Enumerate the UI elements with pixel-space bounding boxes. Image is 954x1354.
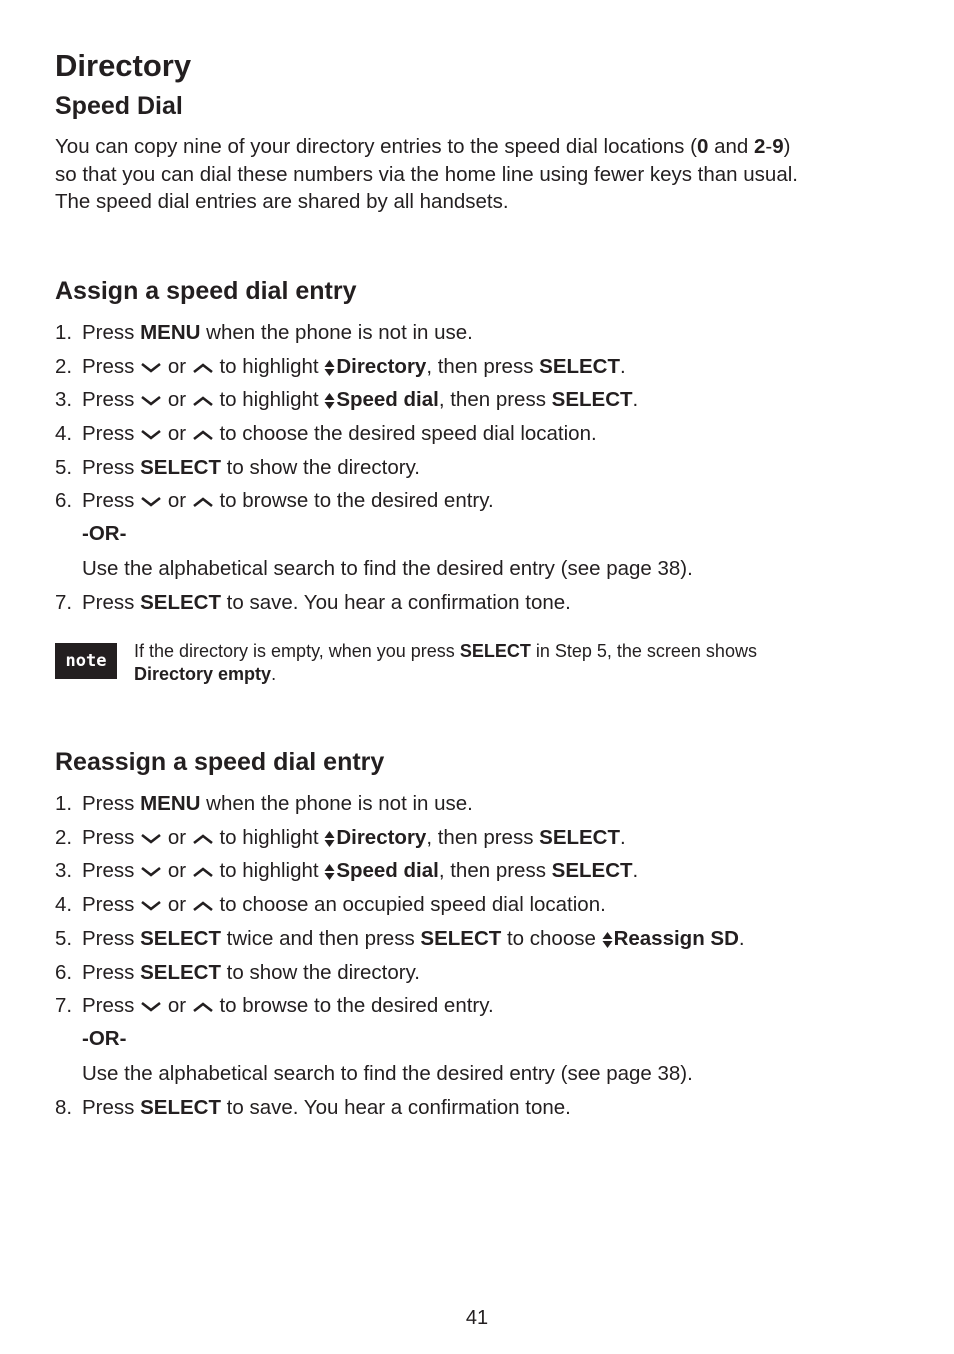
list-item: 1. Press MENU when the phone is not in use.: [55, 792, 473, 815]
page-title: Directory: [55, 48, 192, 83]
list-item: 5. Press SELECT twice and then press SELECT to choose Reassign SD.: [55, 927, 745, 950]
down-arrow-icon: [140, 899, 162, 913]
up-down-arrows-icon: [324, 830, 335, 848]
down-arrow-icon: [140, 394, 162, 408]
up-down-arrows-icon: [324, 359, 335, 377]
list-item: 2. Press or to highlight Directory, then press SELECT.: [55, 826, 626, 849]
list-item: 6. Press SELECT to show the directory.: [55, 961, 420, 984]
list-item: 4. Press or to choose an occupied speed dial location.: [55, 893, 606, 916]
note-text: If the directory is empty, when you press SELECT in Step 5, the screen shows Directory empty.: [134, 641, 757, 684]
or-marker: -OR-: [82, 522, 127, 545]
up-arrow-icon: [192, 1000, 214, 1014]
up-arrow-icon: [192, 832, 214, 846]
down-arrow-icon: [140, 495, 162, 509]
up-arrow-icon: [192, 428, 214, 442]
list-item: 6. Press or to browse to the desired entry.: [55, 489, 494, 512]
list-item: 7. Press SELECT to save. You hear a confirmation tone.: [55, 591, 571, 614]
list-item: 7. Press or to browse to the desired entry.: [55, 994, 494, 1017]
list-item: 4. Press or to choose the desired speed dial location.: [55, 422, 597, 445]
up-arrow-icon: [192, 361, 214, 375]
up-down-arrows-icon: [324, 392, 335, 410]
alpha-search-text: Use the alphabetical search to find the desired entry (see page 38).: [82, 1062, 693, 1085]
down-arrow-icon: [140, 865, 162, 879]
up-arrow-icon: [192, 899, 214, 913]
alpha-search-text: Use the alphabetical search to find the desired entry (see page 38).: [82, 557, 693, 580]
list-item: 2. Press or to highlight Directory, then press SELECT.: [55, 355, 626, 378]
section-title-speed-dial: Speed Dial: [55, 92, 183, 120]
up-down-arrows-icon: [602, 931, 613, 949]
up-arrow-icon: [192, 495, 214, 509]
or-marker: -OR-: [82, 1027, 127, 1050]
page-number: 41: [465, 1307, 489, 1329]
assign-heading: Assign a speed dial entry: [55, 277, 357, 305]
reassign-heading: Reassign a speed dial entry: [55, 748, 385, 776]
up-arrow-icon: [192, 394, 214, 408]
up-arrow-icon: [192, 865, 214, 879]
down-arrow-icon: [140, 428, 162, 442]
down-arrow-icon: [140, 361, 162, 375]
list-item: 5. Press SELECT to show the directory.: [55, 456, 420, 479]
down-arrow-icon: [140, 832, 162, 846]
note-badge: note: [55, 643, 117, 679]
list-item: 1. Press MENU when the phone is not in use.: [55, 321, 473, 344]
list-item: 8. Press SELECT to save. You hear a confirmation tone.: [55, 1096, 571, 1119]
intro-paragraph: You can copy nine of your directory entries to the speed dial locations (0 and 2-9) so that you can dial these numbers via the home line using fewer keys than usual. The speed dial entries are shared by all handsets.: [55, 135, 798, 214]
list-item: 3. Press or to highlight Speed dial, then press SELECT.: [55, 859, 639, 882]
up-down-arrows-icon: [324, 863, 335, 881]
down-arrow-icon: [140, 1000, 162, 1014]
list-item: 3. Press or to highlight Speed dial, then press SELECT.: [55, 388, 639, 411]
